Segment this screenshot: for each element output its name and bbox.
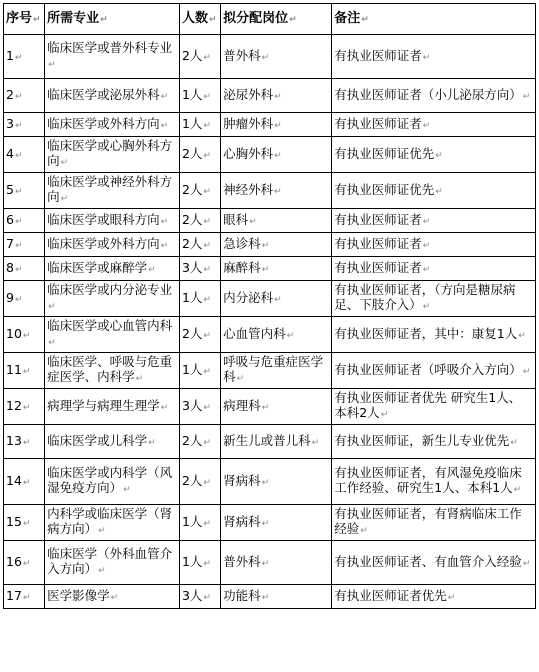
- cell-index: 3↵: [4, 113, 45, 137]
- cell-major: 临床医学或儿科学↵: [45, 425, 180, 459]
- cell-count: 1人↵: [179, 79, 220, 113]
- cell-index: 7↵: [4, 233, 45, 257]
- table-row: [4, 425, 536, 459]
- cell-count: 1人↵: [179, 353, 220, 389]
- cell-index: 12↵: [4, 389, 45, 425]
- header-position: 拟分配岗位↵: [221, 4, 332, 35]
- cell-position: 功能科↵: [221, 585, 332, 609]
- cell-remark: 有执业医师证者↵: [332, 257, 536, 281]
- table-row: [4, 79, 536, 113]
- table-row: [4, 173, 536, 209]
- cell-position: 麻醉科↵: [221, 257, 332, 281]
- cell-index: 15↵: [4, 505, 45, 541]
- cell-remark: 有执业医师证者，（方向是糖尿病足、下肢介入）↵: [332, 281, 536, 317]
- cell-index: 2↵: [4, 79, 45, 113]
- cell-remark: 有执业医师证优先↵: [332, 137, 536, 173]
- cell-index: 11↵: [4, 353, 45, 389]
- cell-count: 2人↵: [179, 317, 220, 353]
- cell-index: 17↵: [4, 585, 45, 609]
- cell-position: 病理科↵: [221, 389, 332, 425]
- cell-major: 临床医学或内科学（风湿免疫方向）↵: [45, 459, 180, 505]
- cell-remark: 有执业医师证者（呼吸介入方向）↵: [332, 353, 536, 389]
- cell-major: 临床医学或心胸外科方向↵: [45, 137, 180, 173]
- cell-major: 临床医学或泌尿外科↵: [45, 79, 180, 113]
- cell-count: 1人↵: [179, 505, 220, 541]
- cell-remark: 有执业医师证者↵: [332, 113, 536, 137]
- cell-position: 急诊科↵: [221, 233, 332, 257]
- cell-major: 临床医学或眼科方向↵: [45, 209, 180, 233]
- cell-index: 9↵: [4, 281, 45, 317]
- cell-remark: 有执业医师证者、有血管介入经验↵: [332, 541, 536, 585]
- recruitment-table: [3, 3, 536, 609]
- table-row: [4, 505, 536, 541]
- table-row: [4, 353, 536, 389]
- cell-remark: 有执业医师证者优先↵: [332, 585, 536, 609]
- cell-count: 1人↵: [179, 541, 220, 585]
- cell-remark: 有执业医师证，新生儿专业优先↵: [332, 425, 536, 459]
- cell-index: 6↵: [4, 209, 45, 233]
- cell-major: 临床医学或普外科专业↵: [45, 35, 180, 79]
- cell-count: 1人↵: [179, 281, 220, 317]
- cell-major: 临床医学或神经外科方向↵: [45, 173, 180, 209]
- cell-remark: 有执业医师证者，有肾病临床工作经验↵: [332, 505, 536, 541]
- cell-count: 2人↵: [179, 35, 220, 79]
- cell-remark: 有执业医师证者，有风湿免疫临床工作经验、研究生1人、本科1人↵: [332, 459, 536, 505]
- cell-count: 2人↵: [179, 137, 220, 173]
- cell-remark: 有执业医师证者（小儿泌尿方向）↵: [332, 79, 536, 113]
- cell-major: 内科学或临床医学（肾病方向）↵: [45, 505, 180, 541]
- cell-major: 临床医学（外科血管介入方向）↵: [45, 541, 180, 585]
- cell-remark: 有执业医师证优先↵: [332, 173, 536, 209]
- table-row: [4, 389, 536, 425]
- cell-major: 临床医学或内分泌专业↵: [45, 281, 180, 317]
- cell-major: 临床医学或心血管内科↵: [45, 317, 180, 353]
- header-major: 所需专业↵: [45, 4, 180, 35]
- cell-count: 2人↵: [179, 425, 220, 459]
- cell-index: 4↵: [4, 137, 45, 173]
- cell-position: 心血管内科↵: [221, 317, 332, 353]
- cell-count: 2人↵: [179, 209, 220, 233]
- header-count: 人数↵: [179, 4, 220, 35]
- table-row: [4, 317, 536, 353]
- cell-index: 8↵: [4, 257, 45, 281]
- cell-index: 14↵: [4, 459, 45, 505]
- cell-count: 3人↵: [179, 257, 220, 281]
- cell-count: 2人↵: [179, 173, 220, 209]
- header-row: [4, 4, 536, 35]
- cell-count: 2人↵: [179, 459, 220, 505]
- cell-major: 病理学与病理生理学↵: [45, 389, 180, 425]
- cell-position: 肾病科↵: [221, 459, 332, 505]
- cell-remark: 有执业医师证者↵: [332, 35, 536, 79]
- cell-position: 新生儿或普儿科↵: [221, 425, 332, 459]
- cell-remark: 有执业医师证者优先 研究生1人、本科2人↵: [332, 389, 536, 425]
- cell-major: 临床医学或麻醉学↵: [45, 257, 180, 281]
- table-row: [4, 113, 536, 137]
- cell-position: 肿瘤外科↵: [221, 113, 332, 137]
- cell-position: 神经外科↵: [221, 173, 332, 209]
- header-remark: 备注↵: [332, 4, 536, 35]
- cell-index: 5↵: [4, 173, 45, 209]
- table-row: [4, 459, 536, 505]
- cell-remark: 有执业医师证者↵: [332, 233, 536, 257]
- table-row: [4, 257, 536, 281]
- cell-position: 肾病科↵: [221, 505, 332, 541]
- header-index: 序号↵: [4, 4, 45, 35]
- cell-position: 呼吸与危重症医学科↵: [221, 353, 332, 389]
- cell-position: 普外科↵: [221, 35, 332, 79]
- cell-index: 1↵: [4, 35, 45, 79]
- table-row: [4, 585, 536, 609]
- table-row: [4, 541, 536, 585]
- cell-count: 1人↵: [179, 113, 220, 137]
- cell-remark: 有执业医师证者，其中：康复1人↵: [332, 317, 536, 353]
- cell-position: 眼科↵: [221, 209, 332, 233]
- cell-count: 3人↵: [179, 389, 220, 425]
- table-row: [4, 35, 536, 79]
- cell-position: 泌尿外科↵: [221, 79, 332, 113]
- table-row: [4, 137, 536, 173]
- cell-position: 心胸外科↵: [221, 137, 332, 173]
- cell-position: 内分泌科↵: [221, 281, 332, 317]
- cell-major: 临床医学或外科方向↵: [45, 113, 180, 137]
- cell-index: 13↵: [4, 425, 45, 459]
- cell-index: 16↵: [4, 541, 45, 585]
- cell-major: 医学影像学↵: [45, 585, 180, 609]
- cell-count: 2人↵: [179, 233, 220, 257]
- cell-position: 普外科↵: [221, 541, 332, 585]
- table-row: [4, 209, 536, 233]
- table-row: [4, 233, 536, 257]
- cell-index: 10↵: [4, 317, 45, 353]
- cell-major: 临床医学、呼吸与危重症医学、内科学↵: [45, 353, 180, 389]
- table-row: [4, 281, 536, 317]
- cell-remark: 有执业医师证者↵: [332, 209, 536, 233]
- cell-count: 3人↵: [179, 585, 220, 609]
- cell-major: 临床医学或外科方向↵: [45, 233, 180, 257]
